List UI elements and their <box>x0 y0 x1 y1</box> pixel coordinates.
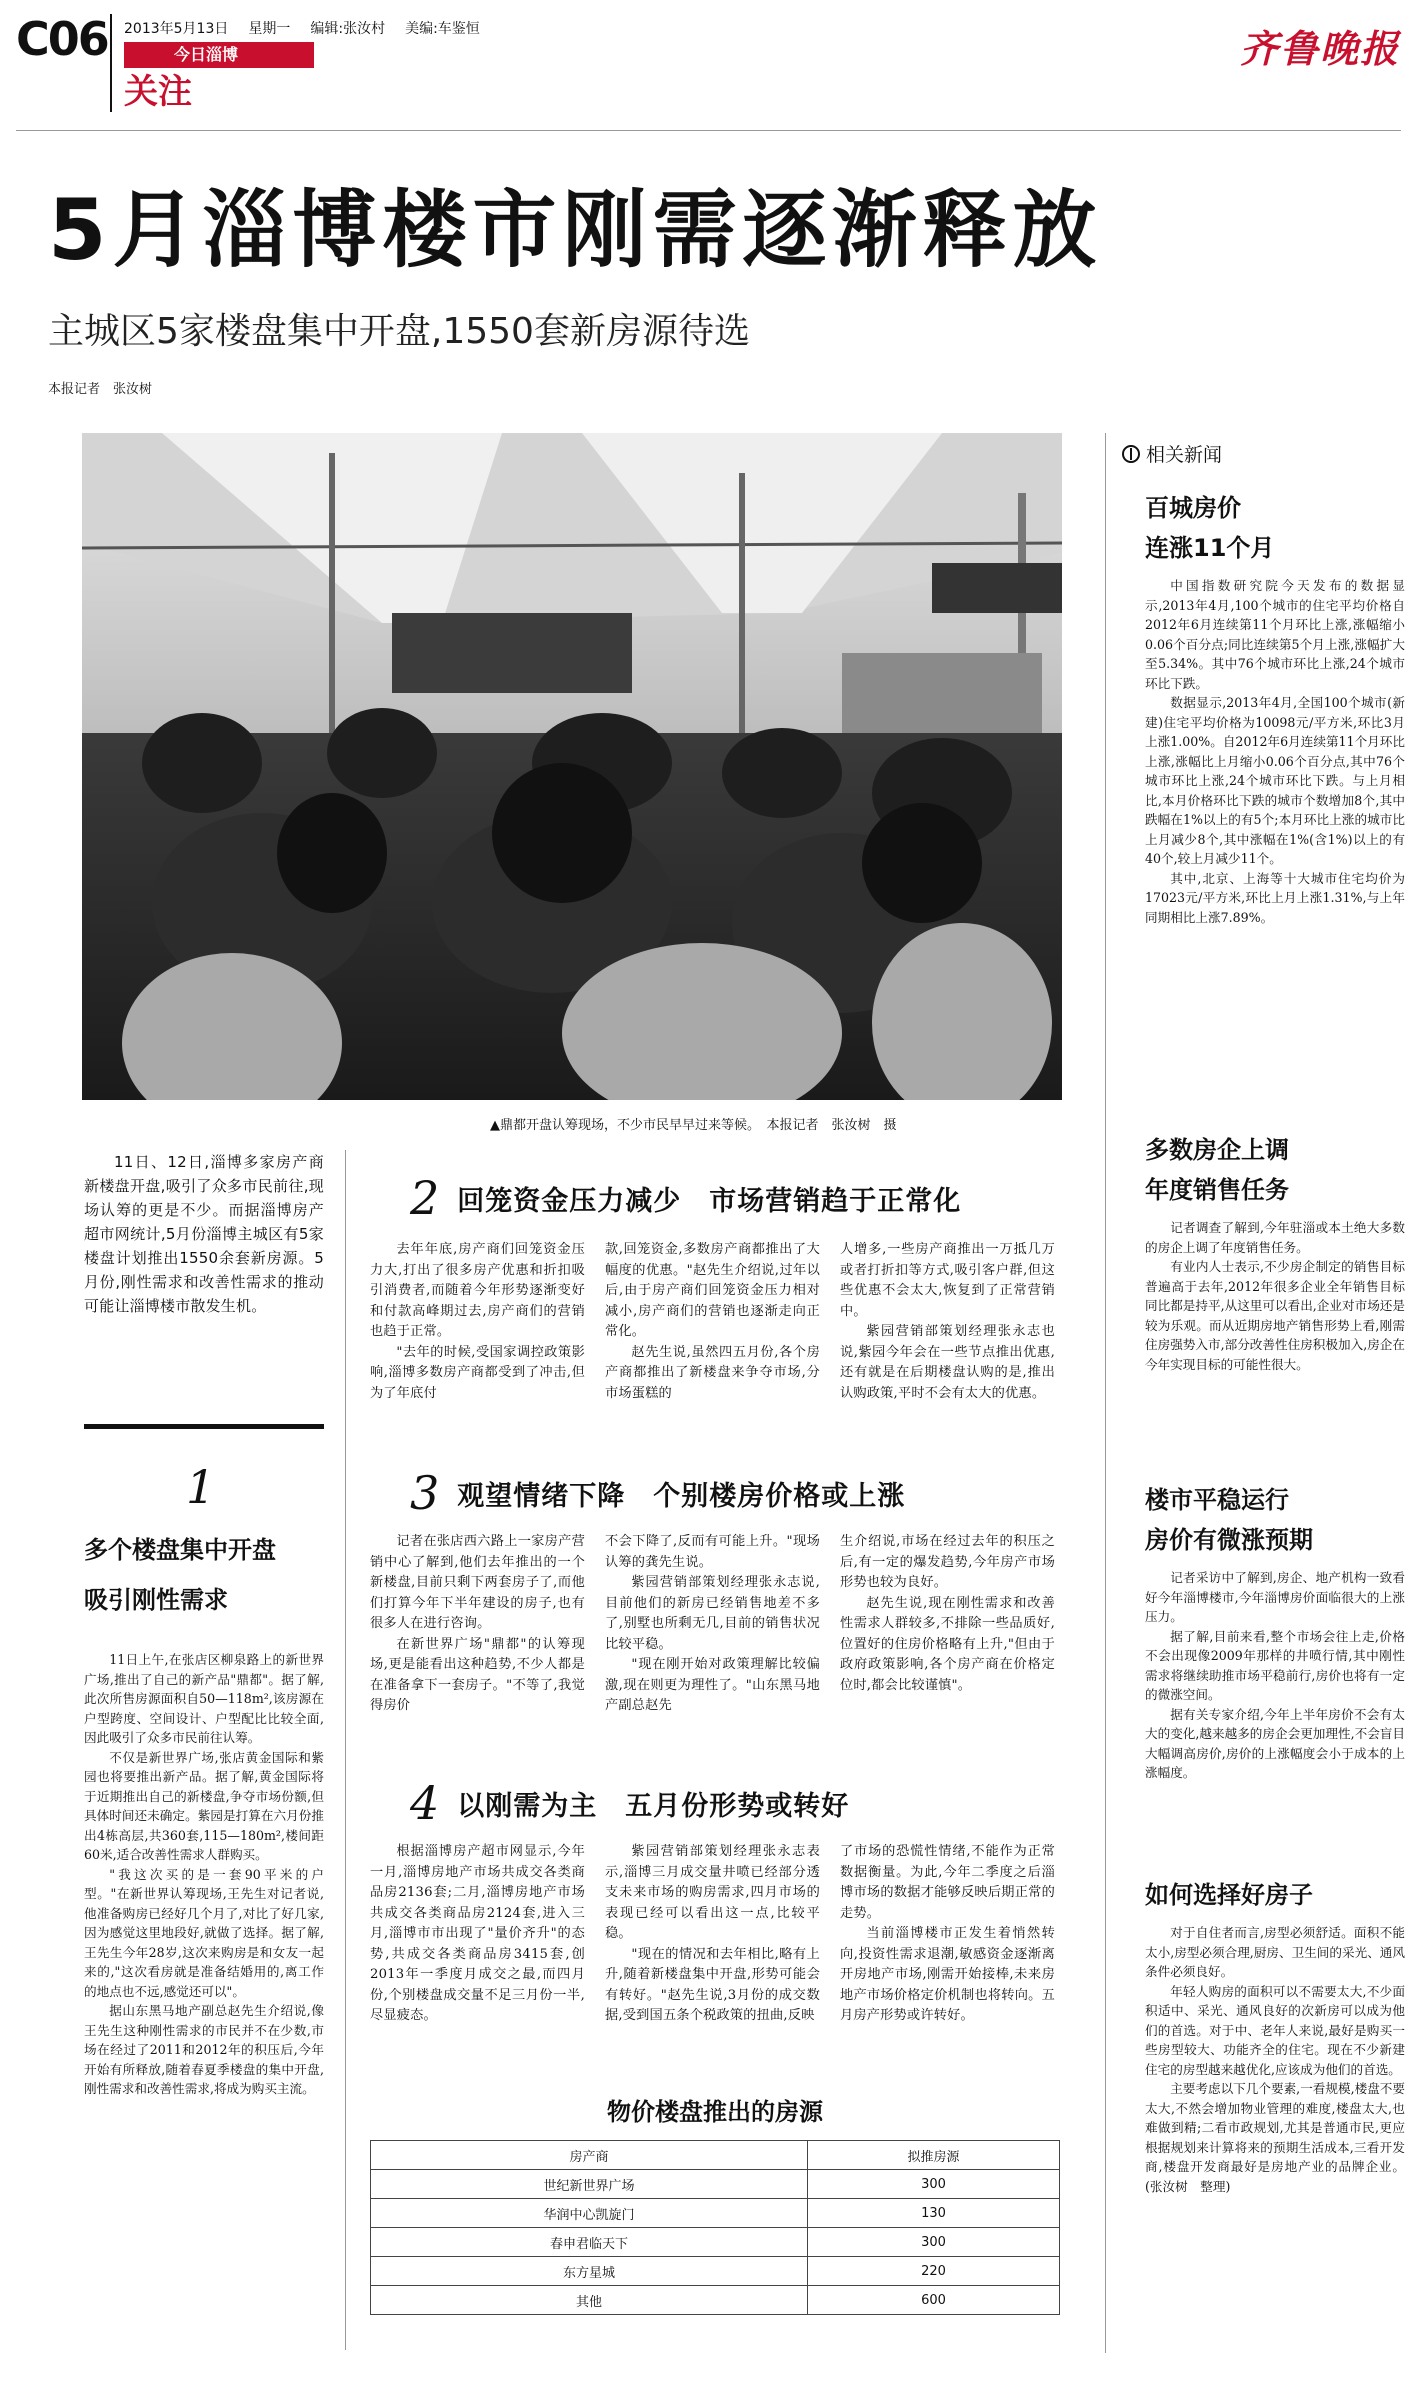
masthead-divider <box>110 14 112 112</box>
sidebar-label <box>1122 440 1222 467</box>
section2-title: 回笼资金压力减少 市场营销趋于正常化 <box>457 1185 962 1217</box>
sidebar-paragraph: 对于自住者而言,房型必须舒适。面积不能太小,房型必须合理,厨房、卫生间的采光、通风条件必须良好。 <box>1145 1925 1405 1979</box>
sidebar-paragraph: 记者采访中了解到,房企、地产机构一致看好今年淄博楼市,今年淄博房价面临很大的上涨压力。 <box>1145 1570 1405 1624</box>
units-cell: 300 <box>808 2228 1060 2257</box>
section-name: 关注 <box>124 72 192 112</box>
lead-paragraph: 11日、12日,淄博多家房产商新楼盘开盘,吸引了众多市民前往,现场认筹的更是不少。而据淄博房产超市网统计,5月份淄博主城区有5家楼盘计划推出1550余套新房源。5月份,刚性需求和改善性需求的推动可能让淄博楼市散发生机。 <box>84 1153 324 1315</box>
section3-paragraph: 生介绍说,市场在经过去年的积压之后,有一定的爆发趋势,今年房产市场形势也较为良好。 <box>840 1534 1055 1590</box>
page-subtitle: 主城区5家楼盘集中开盘,1550套新房源待选 <box>48 311 750 352</box>
section2-paragraph: 赵先生说,虽然四五月份,各个房产商都推出了新楼盘来争夺市场,分市场蛋糕的 <box>605 1344 820 1401</box>
section2-number: 2 <box>410 1171 440 1225</box>
sidebar-title: 楼市平稳运行 <box>1145 1486 1289 1514</box>
sidebar-article-4 <box>1145 1875 1405 2196</box>
section3-paragraph: 紫园营销部策划经理张永志说,目前他们的新房已经销售地差不多了,别墅也所剩无几,目前的销售状况比较平稳。 <box>605 1575 820 1652</box>
sidebar-paragraph: 年轻人购房的面积可以不需要太大,不少面积适中、采光、通风良好的次新房可以成为他们的首选。对于中、老年人来说,最好是购买一些房型较大、功能齐全的住宅。现在不少新建住宅的房型越来越优化,应该成为他们的首选。 <box>1145 1983 1405 2077</box>
sidebar-body <box>1145 1568 1405 1783</box>
units-cell: 130 <box>808 2199 1060 2228</box>
section1-title-line1: 多个楼盘集中开盘 <box>84 1536 276 1564</box>
section2-heading <box>410 1171 962 1225</box>
section3-number: 3 <box>410 1466 440 1520</box>
units-cell: 220 <box>808 2257 1060 2286</box>
masthead-meta <box>124 18 480 38</box>
section4-paragraph: 了市场的恐慌性情绪,不能作为正常数据衡量。为此,今年二季度之后淄博市场的数据才能够反映后期正常的走势。 <box>840 1844 1055 1921</box>
section2-paragraph: 款,回笼资金,多数房产商都推出了大幅度的优惠。"赵先生介绍说,过年以后,由于房产商们回笼资金压力相对减小,房产商们的营销也逐渐走向正常化。 <box>605 1242 820 1339</box>
section3-paragraph: "现在刚开始对政策理解比较偏激,现在则更为理性了。"山东黑马地产副总赵先 <box>605 1657 820 1713</box>
section3-heading <box>410 1466 906 1520</box>
sidebar-title: 年度销售任务 <box>1145 1176 1289 1204</box>
section1-paragraph: 据山东黑马地产副总赵先生介绍说,像王先生这种刚性需求的市民并不在少数,市场在经过了2011和2012年的积压后,今年开始有所释放,随着春夏季楼盘的集中开盘,刚性需求和改善性需求,将成为购买主流。 <box>84 2003 324 2096</box>
sidebar-body <box>1145 1923 1405 2196</box>
section4-col1 <box>370 1842 585 2027</box>
table-header-cell: 拟推房源 <box>808 2141 1060 2170</box>
sidebar-title: 房价有微涨预期 <box>1145 1526 1313 1554</box>
section4-paragraph: 根据淄博房产超市网显示,今年一月,淄博房地产市场共成交各类商品房2136套;二月,淄博房地产市场共成交各类商品房2124套,进入三月,淄博市市出现了"量价齐升"的态势,共成交各类商品房3415套,创2013年一季度月成交之最,而四月份,个别楼盘成交量不足三月份一半,尽显疲态。 <box>370 1844 585 2023</box>
section2-paragraph: 去年年底,房产商们回笼资金压力大,打出了很多房产优惠和折扣吸引消费者,而随着今年形势逐渐变好和付款高峰期过去,房产商们的营销也趋于正常。 <box>370 1242 585 1339</box>
section3-title: 观望情绪下降 个别楼房价格或上涨 <box>457 1480 906 1512</box>
developer-cell: 春申君临天下 <box>371 2228 808 2257</box>
section4-heading <box>410 1776 850 1830</box>
photo-caption: ▲鼎都开盘认筹现场，不少市民早早过来等候。 本报记者 张汝树 摄 <box>490 1118 897 1133</box>
developer-cell: 东方星城 <box>371 2257 808 2286</box>
sidebar-title: 连涨11个月 <box>1145 534 1275 562</box>
sidebar-body <box>1145 576 1405 927</box>
sidebar-paragraph: 有业内人士表示,不少房企制定的销售目标普遍高于去年,2012年很多企业全年销售目标同比都是持平,从这里可以看出,企业对市场还是较为乐观。而从近期房地产销售形势上看,刚需住房强势入市,部分改善性住房积极加入,房企在今年实现目标的可能性很大。 <box>1145 1259 1405 1372</box>
lead-rule <box>84 1424 324 1429</box>
section3-col1 <box>370 1532 585 1717</box>
section3-paragraph: 在新世界广场"鼎都"的认筹现场,更是能看出这种趋势,不少人都是在准备拿下一套房子。"不等了,我觉得房价 <box>370 1636 585 1713</box>
issue-date: 2013年5月13日 <box>124 21 229 37</box>
section4-col2 <box>605 1842 820 2027</box>
designer: 美编:车鉴恒 <box>405 21 480 37</box>
section4-paragraph: 紫园营销部策划经理张永志表示,淄博三月成交量井喷已经部分透支未来市场的购房需求,四月市场的表现已经可以看出这一点,比较平稳。 <box>605 1844 820 1941</box>
section2-col3 <box>840 1240 1055 1404</box>
section2-paragraph: 人增多,一些房产商推出一万抵几万或者打折扣等方式,吸引客户群,但这些优惠不会太大,恢复到了正常营销中。 <box>840 1242 1055 1319</box>
section-tag: 今日淄博 <box>124 42 314 68</box>
section3-col3 <box>840 1532 1055 1696</box>
sidebar-title: 多数房企上调 <box>1145 1136 1289 1164</box>
section3-col2 <box>605 1532 820 1717</box>
sidebar-title: 如何选择好房子 <box>1145 1881 1313 1909</box>
developer-cell: 其他 <box>371 2286 808 2315</box>
section4-col3 <box>840 1842 1055 2027</box>
section2-paragraph: "去年的时候,受国家调控政策影响,淄博多数房产商都受到了冲击,但为了年底付 <box>370 1344 585 1401</box>
table-row <box>371 2170 1060 2199</box>
section1-number: 1 <box>186 1460 216 1514</box>
sidebar-paragraph: 中国指数研究院今天发布的数据显示,2013年4月,100个城市的住宅平均价格自2012年6月连续第11个月环比上涨,涨幅缩小0.06个百分点;同比连续第5个月上涨,涨幅扩大至5.34%。其中76个城市环比上涨,24个城市环比下跌。 <box>1145 578 1405 691</box>
sidebar-article-1 <box>1145 488 1405 927</box>
table-row <box>371 2257 1060 2286</box>
editor: 编辑:张汝村 <box>310 21 386 37</box>
news-photo <box>82 433 1062 1100</box>
section1-paragraph: 11日上午,在张店区柳泉路上的新世界广场,推出了自己的新产品"鼎都"。据了解,此次所售房源面积自50—118m²,该房源在户型跨度、空间设计、户型配比比较全面,因此吸引了众多市民前往认筹。 <box>84 1652 324 1745</box>
sidebar-paragraph: 主要考虑以下几个要素,一看规模,楼盘不要太大,不然会增加物业管理的难度,楼盘太大,也难做到精;二看市政规划,尤其是普通市民,更应根据规划来计算将来的预期生活成本,三看开发商,楼盘开发商最好是房地产业的品牌企业。(张汝树 整理) <box>1145 2081 1405 2194</box>
sidebar-article-2 <box>1145 1130 1405 1374</box>
headline-top-rule <box>16 130 1401 131</box>
sidebar-paragraph: 据有关专家介绍,今年上半年房价不会有太大的变化,越来越多的房企会更加理性,不会盲目大幅调高房价,房价的上涨幅度会小于成本的上涨幅度。 <box>1145 1706 1405 1780</box>
paper-logo: 齐鲁晚报 <box>1240 26 1401 71</box>
developer-cell: 华润中心凯旋门 <box>371 2199 808 2228</box>
sidebar-paragraph: 据了解,目前来看,整个市场会往上走,价格不会出现像2009年那样的井喷行情,其中刚性需求将继续助推市场平稳前行,房价也将有一定的微涨空间。 <box>1145 1628 1405 1702</box>
sidebar-paragraph: 记者调查了解到,今年驻淄或本土绝大多数的房企上调了年度销售任务。 <box>1145 1220 1405 1255</box>
units-cell: 300 <box>808 2170 1060 2199</box>
sidebar-divider <box>1105 433 1106 2353</box>
table-header-cell: 房产商 <box>371 2141 808 2170</box>
section3-paragraph: 不会下降了,反而有可能上升。"现场认筹的龚先生说。 <box>605 1534 820 1570</box>
byline: 本报记者 张汝树 <box>48 382 153 397</box>
section2-col1 <box>370 1240 585 1404</box>
issue-weekday: 星期一 <box>248 21 291 37</box>
related-news-icon <box>1122 445 1140 463</box>
column-divider <box>345 1150 346 2350</box>
sidebar-paragraph: 数据显示,2013年4月,全国100个城市(新建)住宅平均价格为10098元/平方米,环比3月上涨1.00%。自2012年6月连续第11个月环比上涨,涨幅比上月缩小0.06个百分点,其中76个城市环比上涨,24个城市环比下跌。与上月相比,本月价格环比下跌的城市个数增加8个,其中跌幅在1%以上的有5个;本月环比上涨的城市比上月减少8个,其中涨幅在1%(含1%)以上的有40个,较上月减少11个。 <box>1145 695 1405 866</box>
section4-number: 4 <box>410 1776 440 1830</box>
section1-title-line2: 吸引刚性需求 <box>84 1586 228 1614</box>
section4-paragraph: "现在的情况和去年相比,略有上升,随着新楼盘集中开盘,形势可能会有转好。"赵先生说,3月份的成交数据,受到国五条个税政策的扭曲,反映 <box>605 1946 820 2023</box>
crowd-photo-illustration <box>82 433 1062 1100</box>
units-cell: 600 <box>808 2286 1060 2315</box>
section4-title: 以刚需为主 五月份形势或转好 <box>457 1790 850 1822</box>
table-title: 物价楼盘推出的房源 <box>607 2098 823 2126</box>
sidebar-body <box>1145 1218 1405 1374</box>
sidebar-title: 百城房价 <box>1145 494 1241 522</box>
section3-paragraph: 赵先生说,现在刚性需求和改善性需求人群较多,不排除一些品质好,位置好的住房价格略有上升,"但由于政府政策影响,各个房产商在价格定位时,都会比较谨慎"。 <box>840 1595 1055 1693</box>
table-header-row <box>371 2141 1060 2170</box>
listings-table <box>370 2140 1060 2315</box>
table-row <box>371 2228 1060 2257</box>
section1-paragraph: "我这次买的是一套90平米的户型。"在新世界认筹现场,王先生对记者说,他准备购房已经好几个月了,对比了好几家,因为感觉这里地段好,就做了选择。据了解,王先生今年28岁,这次来购房是和女友一起来的,"这次看房就是准备结婚用的,离工作的地点也不远,感觉还可以"。 <box>84 1866 324 1999</box>
section3-paragraph: 记者在张店西六路上一家房产营销中心了解到,他们去年推出的一个新楼盘,目前只剩下两套房子了,而他们打算今年下半年建设的房子,也有很多人在进行咨询。 <box>370 1534 585 1631</box>
page-title: 5月淄博楼市刚需逐渐释放 <box>48 181 1103 279</box>
section1-paragraph: 不仅是新世界广场,张店黄金国际和紫园也将要推出新产品。据了解,黄金国际将于近期推出自己的新楼盘,争夺市场份额,但具体时间还未确定。紫园是打算在六月份推出4栋高层,共360套,115—180m²,楼间距60米,适合改善性需求人群购买。 <box>84 1749 324 1862</box>
page-number: C06 <box>16 12 108 66</box>
developer-cell: 世纪新世界广场 <box>371 2170 808 2199</box>
section4-paragraph: 当前淄博楼市正发生着悄然转向,投资性需求退潮,敏感资金逐渐离开房地产市场,刚需开始接棒,未来房地产市场价格定价机制也将转向。五月房产形势或许转好。 <box>840 1926 1055 2023</box>
sidebar-paragraph: 其中,北京、上海等十大城市住宅均价为17023元/平方米,环比上月上涨1.31%,与上年同期相比上涨7.89%。 <box>1145 870 1405 925</box>
table-row <box>371 2286 1060 2315</box>
section1-body <box>84 1650 324 2099</box>
section2-col2 <box>605 1240 820 1404</box>
table-row <box>371 2199 1060 2228</box>
section2-paragraph: 紫园营销部策划经理张永志也说,紫园今年会在一些节点推出优惠,还有就是在后期楼盘认购的是,推出认购政策,平时不会有太大的优惠。 <box>840 1324 1055 1401</box>
sidebar-label-text: 相关新闻 <box>1146 444 1223 466</box>
sidebar-article-3 <box>1145 1480 1405 1783</box>
